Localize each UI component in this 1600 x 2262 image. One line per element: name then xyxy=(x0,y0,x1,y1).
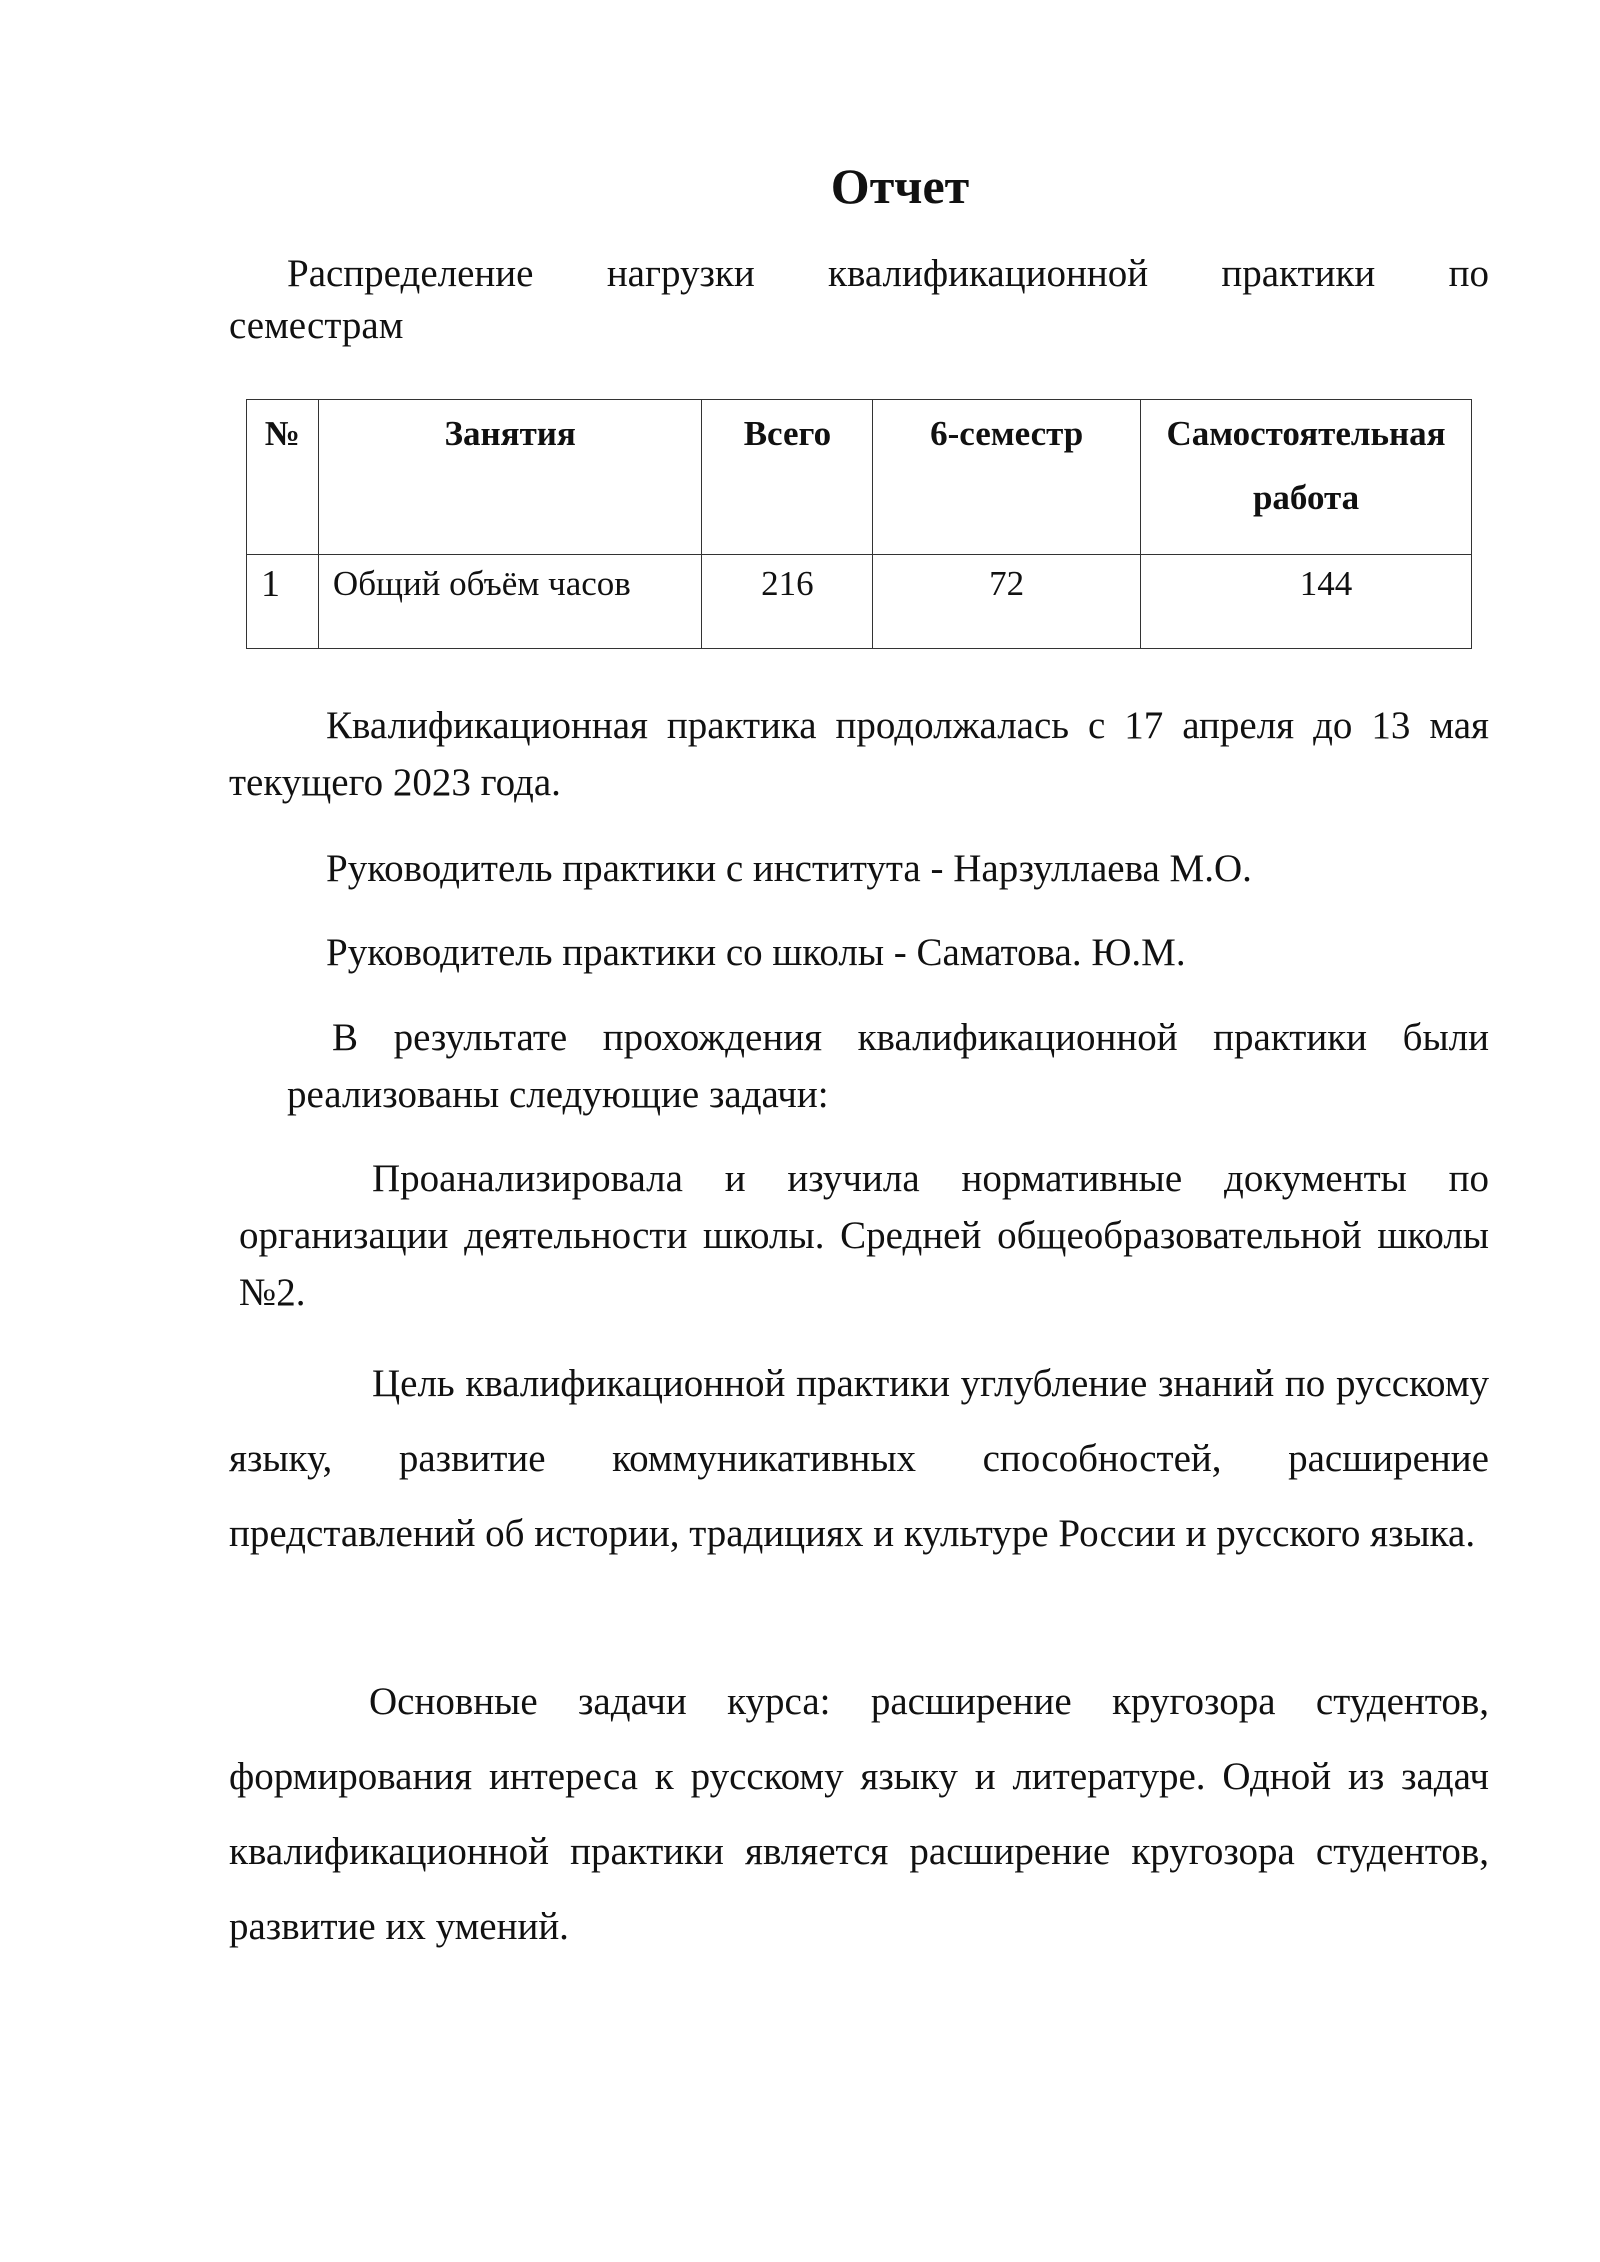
header-number: № xyxy=(247,400,319,555)
cell-independent-hours: 144 xyxy=(1141,555,1472,649)
cell-activity-name: Общий объём часов xyxy=(318,555,702,649)
table-header-row xyxy=(247,400,1472,555)
hours-distribution-table xyxy=(246,399,1472,649)
header-total: Всего xyxy=(702,400,873,555)
paragraph-tasks: Основные задачи курса: расширение кругозора студентов, формирования интереса к русскому языку и литературе. Одной из задач квалификационной практики является расширение кругозора студентов, развитие их умений. xyxy=(229,1680,1489,1948)
cell-number: 1 xyxy=(247,555,319,649)
cell-semester-hours: 72 xyxy=(873,555,1141,649)
document-title: Отчет xyxy=(830,158,970,214)
table-caption-line-1: Распределение нагрузки квалификационной практики по xyxy=(287,252,1489,295)
paragraph-supervisor-institute: Руководитель практики с института - Нарзуллаева М.О. xyxy=(326,847,1252,890)
paragraph-results-intro: В результате прохождения квалификационной практики были реализованы следующие задачи: xyxy=(287,1016,1489,1116)
table-caption xyxy=(229,248,1489,352)
table-caption-line-2: семестрам xyxy=(229,304,404,347)
paragraph-analysis: Проанализировала и изучила нормативные документы по организации деятельности школы. Средней общеобразовательной школы №2. xyxy=(239,1157,1489,1314)
paragraph-duration: Квалификационная практика продолжалась с 17 апреля до 13 мая текущего 2023 года. xyxy=(229,704,1489,804)
paragraph-supervisor-school: Руководитель практики со школы - Саматова. Ю.М. xyxy=(326,931,1186,974)
paragraph-goal: Цель квалификационной практики углубление знаний по русскому языку, развитие коммуникативных способностей, расширение представлений об истории, традициях и культуре России и русского языка. xyxy=(229,1362,1489,1555)
header-independent-work: Самостоятельная работа xyxy=(1141,400,1472,555)
cell-total-hours: 216 xyxy=(702,555,873,649)
table-row xyxy=(247,555,1472,649)
header-activities: Занятия xyxy=(318,400,702,555)
header-semester-6: 6-семестр xyxy=(873,400,1141,555)
